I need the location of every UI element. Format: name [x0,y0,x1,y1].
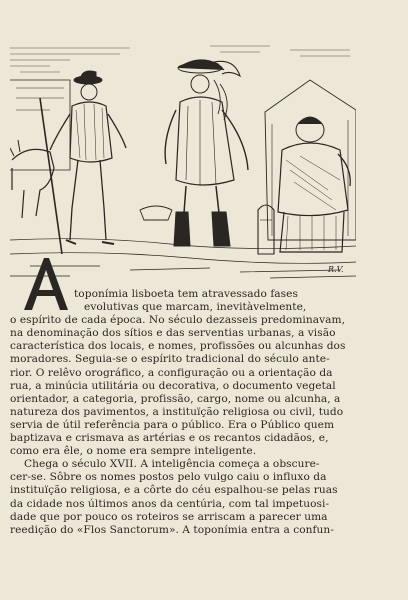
text-line: baptizava e crismava as artérias e os recantos cidadãos, e, [10,432,329,445]
text-line: rior. O relêvo orográfico, a configuração ou a orientação da [10,366,333,379]
text-line: como era êle, o nome era sempre inteligente. [10,445,257,458]
article-body [10,288,356,537]
text-line: característica dos locais, e nomes, profissões ou alcunhas dos [10,340,346,353]
text-line: toponímia lisboeta tem atravessado fases [74,288,298,300]
text-line: orientador, a categoria, profissão, cargo, nome ou alcunha, a [10,392,341,405]
text-line: moradores. Seguia-se o espírito tradicional do século ante- [10,353,330,366]
text-line: rua, a minúcia utilitária ou decorativa, o documento vegetal [10,379,336,392]
text-line: da cidade nos últimos anos da centúria, com tal impetuosi- [10,497,330,510]
text-line: servia de útil referência para o público. Era o Público quem [10,418,335,431]
text-line: na denominação dos sítios e das serventias urbanas, a visão [10,327,336,340]
text-line: evolutivas que marcam, inevitàvelmente, [84,301,307,314]
text-line: instituïção religiosa, e a côrte do céu espalhou-se pelas ruas [10,484,338,497]
text-line: o espírito de cada época. No século dezasseis predominavam, [10,314,346,327]
artist-signature: R.V. [328,265,344,274]
text-line: cer-se. Sôbre os nomes postos pelo vulgo caiu o influxo da [10,471,327,484]
engraving-illustration [10,40,356,280]
text-line: dade que por pouco os roteiros se arriscam a parecer uma [10,510,328,523]
text-line: Chega o século XVII. A inteligência começa a obscure- [24,458,320,471]
text-line: natureza dos pavimentos, a instituïção religiosa ou civil, tudo [10,405,344,418]
text-line: reedição do «Flos Sanctorum». A toponímia entra a confun- [10,523,334,536]
